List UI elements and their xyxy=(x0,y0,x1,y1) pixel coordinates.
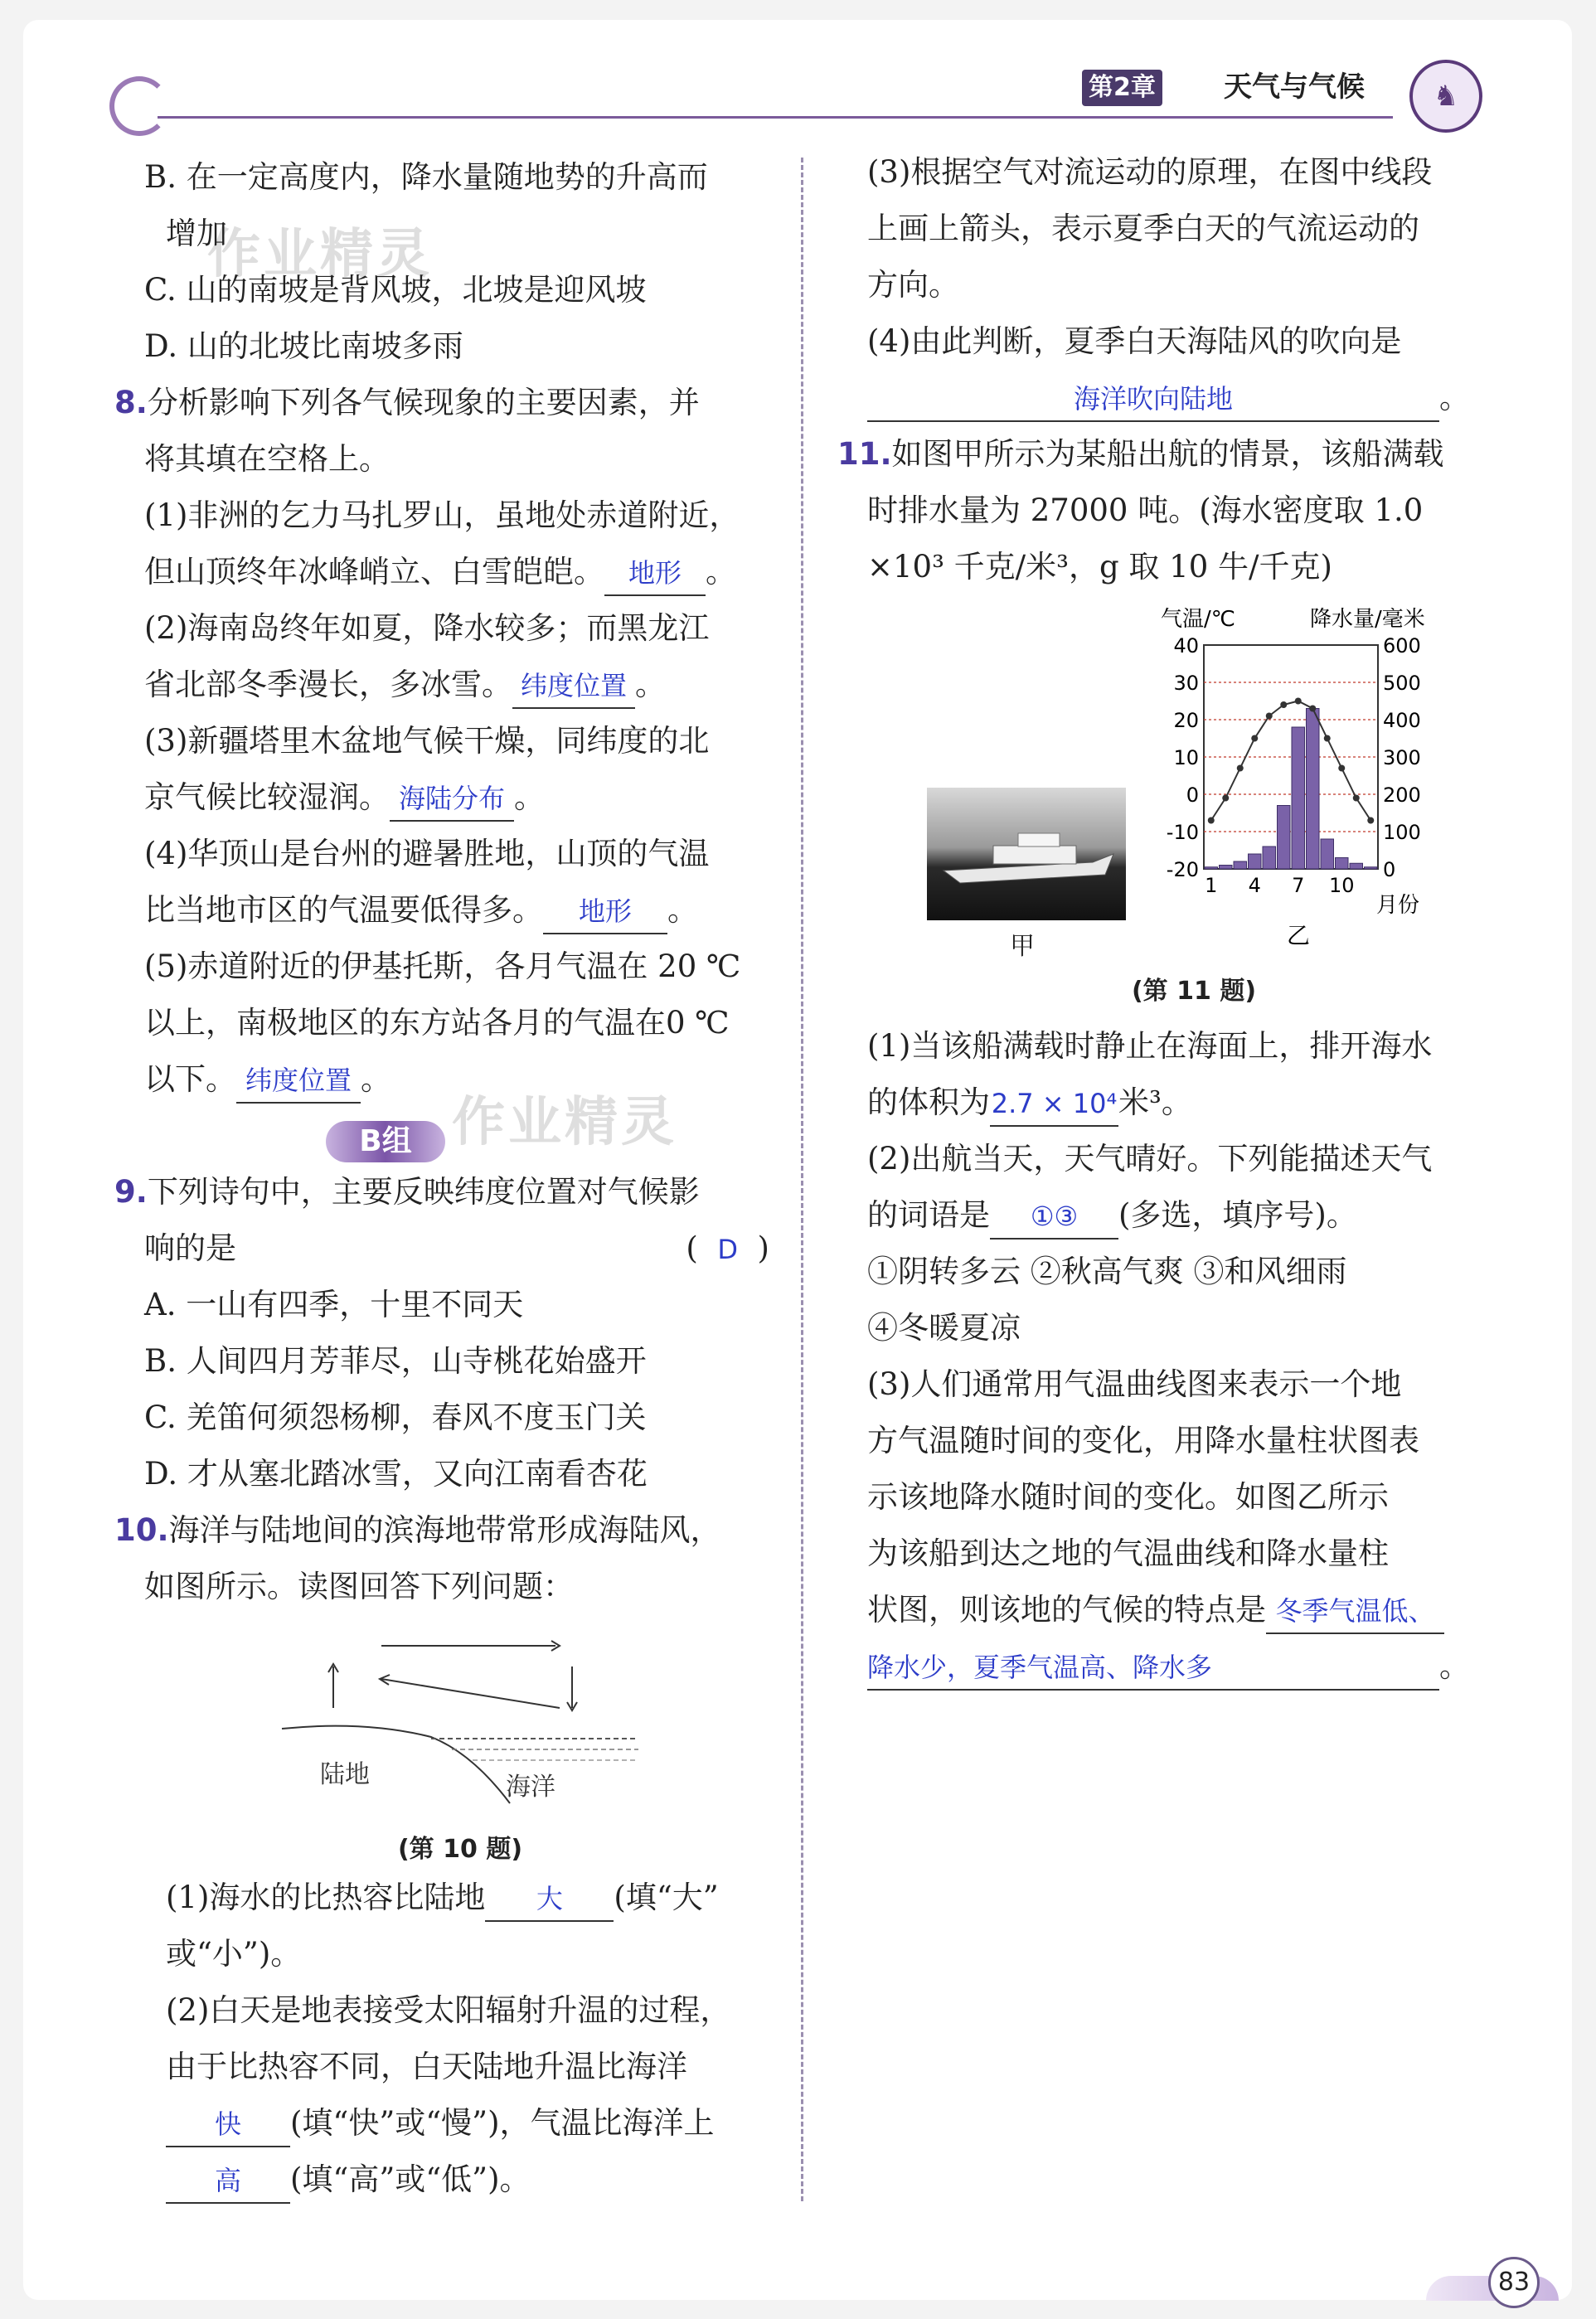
chart-temp-line xyxy=(1211,701,1371,821)
right-column-lower xyxy=(837,1018,1492,1695)
chart-temp-point xyxy=(1237,765,1244,772)
watermark: 作业精灵 xyxy=(207,224,433,285)
answer-blank[interactable]: 海陆分布 xyxy=(390,777,514,822)
q9-option-c: C. 羌笛何须怨杨柳，春风不度玉门关 xyxy=(144,1400,647,1435)
q9-stem-cont: 响的是 ( D ) xyxy=(114,1220,769,1277)
q8-2-line2: 省北部冬季漫长，多冰雪。 纬度位置 。 xyxy=(114,657,769,713)
q7-option-b: B. 在一定高度内，降水量随地势的升高而 xyxy=(144,159,708,195)
ship-photo xyxy=(927,788,1126,920)
left-column xyxy=(114,149,769,1615)
chart-temp-tick-label: 20 xyxy=(1173,709,1199,732)
group-b-banner xyxy=(274,1121,497,1166)
chart-precip-tick-label: 400 xyxy=(1383,709,1421,732)
q11-3-line5: 状图，则该地的气候的特点是 冬季气温低、 xyxy=(837,1582,1492,1638)
header-rule xyxy=(158,116,1393,119)
q8-3-line1: (3)新疆塔里木盆地气候干燥，同纬度的北 xyxy=(144,723,710,759)
chart-precip-bar xyxy=(1278,806,1291,870)
answer-blank[interactable]: 冬季气温低、 xyxy=(1266,1589,1444,1634)
chart-temp-point xyxy=(1309,706,1316,712)
answer-blank[interactable]: 高 xyxy=(166,2159,290,2204)
page-number: 83 xyxy=(1488,2257,1540,2308)
q10-2-line3: 快 (填“快”或“慢”)，气温比海洋上 xyxy=(114,2095,769,2152)
answer-blank[interactable]: 地形 xyxy=(543,890,667,934)
chart-precip-bar xyxy=(1307,709,1320,870)
q8-5-line1: (5)赤道附近的伊基托斯，各月气温在 20 ℃ xyxy=(144,948,741,984)
chart-right-axis-label: 降水量/毫米 xyxy=(1310,607,1425,632)
left-column-lower xyxy=(114,1870,769,2208)
answer-blank[interactable]: 降水少，夏季气温高、降水多 xyxy=(867,1646,1439,1691)
chart-precip-tick-label: 500 xyxy=(1383,672,1421,695)
sea-land-breeze-diagram xyxy=(274,1629,647,1812)
q10-4-line1: (4)由此判断，夏季白天海陆风的吹向是 xyxy=(867,323,1402,359)
q9-option-b: B. 人间四月芳菲尽，山寺桃花始盛开 xyxy=(144,1343,647,1379)
chapter-title: 天气与气候 xyxy=(1224,70,1365,104)
coastline xyxy=(282,1726,510,1803)
q11-3-line2: 方气温随时间的变化，用降水量柱状图表 xyxy=(867,1423,1419,1458)
answer-blank[interactable]: 纬度位置 xyxy=(236,1059,361,1104)
chart-precip-bar xyxy=(1365,867,1378,869)
q10-3-line2: 上画上箭头，表示夏季白天的气流运动的 xyxy=(867,211,1419,246)
q10-2-line1: (2)白天是地表接受太阳辐射升温的过程， xyxy=(166,1992,731,2028)
swirl-decoration-icon xyxy=(109,76,169,136)
publisher-logo-icon: ♞ xyxy=(1409,60,1482,133)
q11-2-line2: 的词语是 ①③ (多选，填序号)。 xyxy=(837,1187,1492,1244)
right-column xyxy=(837,144,1492,595)
q11-3-line6: 降水少，夏季气温高、降水多 。 xyxy=(837,1638,1492,1695)
chart-temp-tick-label: -20 xyxy=(1166,858,1199,881)
q7-option-c: C. 山的南坡是背风坡，北坡是迎风坡 xyxy=(144,272,647,308)
choice-bracket: ( D ) xyxy=(686,1230,769,1266)
q9-number: 9. xyxy=(114,1174,148,1210)
chart-temp-point xyxy=(1367,817,1374,824)
q10-3-line1: (3)根据空气对流运动的原理，在图中线段 xyxy=(867,154,1433,190)
q8-3-line2: 京气候比较湿润。 海陆分布 。 xyxy=(114,769,769,826)
q11-3-line3: 示该地降水随时间的变化。如图乙所示 xyxy=(867,1479,1389,1515)
chart-precip-bar xyxy=(1350,863,1363,869)
land-label: 陆地 xyxy=(320,1760,370,1789)
answer-blank[interactable]: 纬度位置 xyxy=(512,664,635,709)
answer-blank[interactable]: ①③ xyxy=(990,1195,1118,1240)
watermark: 作业精灵 xyxy=(452,1092,677,1153)
surface-airflow-line xyxy=(381,1679,560,1708)
answer-blank[interactable]: 地形 xyxy=(604,551,706,596)
q10-2-line2: 由于比热容不同，白天陆地升温比海洋 xyxy=(166,2049,687,2084)
q10-1-line2: 或“小”)。 xyxy=(166,1936,302,1972)
climate-chart xyxy=(1152,605,1451,945)
chart-left-axis-label: 气温/℃ xyxy=(1161,607,1235,632)
q8-stem: 8.分析影响下列各气候现象的主要因素，并 xyxy=(114,385,700,420)
chart-temp-point xyxy=(1324,735,1331,742)
fig-b-label: 乙 xyxy=(1287,922,1311,945)
chart-precip-tick-label: 300 xyxy=(1383,746,1421,769)
chart-temp-point xyxy=(1295,698,1302,705)
answer-blank[interactable]: 大 xyxy=(485,1877,614,1922)
ship-icon xyxy=(927,788,1126,920)
chart-plot-area xyxy=(1167,634,1421,897)
q8-1-line1: (1)非洲的乞力马扎罗山，虽地处赤道附近， xyxy=(144,497,740,533)
chart-x-tick-label: 4 xyxy=(1248,874,1261,897)
q8-1-line2: 但山顶终年冰峰峭立、白雪皑皑。 地形 。 xyxy=(114,544,769,600)
chart-x-tick-label: 7 xyxy=(1292,874,1305,897)
q11-3-line4: 为该船到达之地的气温曲线和降水量柱 xyxy=(867,1535,1389,1571)
answer-blank[interactable]: 2.7 × 10⁴ xyxy=(990,1082,1118,1127)
q8-5-line2: 以上，南极地区的东方站各月的气温在0 ℃ xyxy=(144,1005,730,1041)
fig-a-label: 甲 xyxy=(1010,932,1035,961)
group-b-label: B组 xyxy=(326,1121,444,1162)
q10-4-line2: 海洋吹向陆地 。 xyxy=(837,370,1492,426)
chart-precip-bar xyxy=(1234,861,1247,869)
chart-x-tick-label: 1 xyxy=(1205,874,1218,897)
q8-4-line1: (4)华顶山是台州的避暑胜地，山顶的气温 xyxy=(144,836,710,871)
q11-number: 11. xyxy=(837,436,892,472)
fig10-caption: (第 10 题) xyxy=(397,1835,523,1864)
sea-label: 海洋 xyxy=(506,1773,555,1802)
q8-number: 8. xyxy=(114,385,148,420)
q9-option-d: D. 才从塞北踏冰雪，又向江南看杏花 xyxy=(144,1456,648,1492)
chart-temp-point xyxy=(1251,735,1258,742)
q10-stem-cont: 如图所示。读图回答下列问题： xyxy=(144,1569,574,1604)
chart-x-tick-label: 10 xyxy=(1328,874,1355,897)
q8-4-line2: 比当地市区的气温要低得多。 地形 。 xyxy=(114,882,769,939)
chart-temp-point xyxy=(1353,795,1360,802)
q7-option-d: D. 山的北坡比南坡多雨 xyxy=(144,328,463,364)
q11-stem: 11.如图甲所示为某船出航的情景，该船满载 xyxy=(837,436,1444,472)
chart-precip-tick-label: 0 xyxy=(1383,858,1396,881)
q11-1-line2: 的体积为2.7 × 10⁴米³。 xyxy=(837,1075,1492,1131)
chart-temp-tick-label: 10 xyxy=(1173,746,1199,769)
q9-option-a: A. 一山有四季，十里不同天 xyxy=(144,1287,524,1322)
q10-2-line4: 高 (填“高”或“低”)。 xyxy=(114,2152,769,2208)
chart-temp-point xyxy=(1280,701,1287,708)
q9-answer[interactable]: D xyxy=(717,1234,739,1265)
q9-stem: 9.下列诗句中，主要反映纬度位置对气候影 xyxy=(114,1174,700,1210)
chart-precip-bar xyxy=(1220,866,1233,870)
chart-temp-tick-label: -10 xyxy=(1166,821,1199,844)
q11-2-line1: (2)出航当天，天气晴好。下列能描述天气 xyxy=(867,1141,1433,1176)
q7-option-b-cont: 增加 xyxy=(166,216,227,251)
chart-x-axis-label: 月份 xyxy=(1376,893,1420,918)
chapter-badge: 第2章 xyxy=(1082,70,1162,106)
chart-precip-bar xyxy=(1321,839,1334,869)
q11-stem-line2: 时排水量为 27000 吨。(海水密度取 1.0 xyxy=(867,492,1424,528)
q11-3-line1: (3)人们通常用气温曲线图来表示一个地 xyxy=(867,1366,1402,1402)
chart-precip-tick-label: 100 xyxy=(1383,821,1421,844)
q8-5-line3: 以下。 纬度位置 。 xyxy=(114,1051,769,1108)
chart-precip-bar xyxy=(1336,858,1349,870)
column-divider xyxy=(801,158,803,2201)
chart-precip-bar xyxy=(1205,867,1218,869)
q10-stem: 10.海洋与陆地间的滨海地带常形成海陆风， xyxy=(114,1512,721,1548)
answer-blank[interactable]: 快 xyxy=(166,2103,290,2147)
q11-1-line1: (1)当该船满载时静止在海面上，排开海水 xyxy=(867,1028,1433,1064)
q10-3-line3: 方向。 xyxy=(867,267,959,303)
answer-blank[interactable]: 海洋吹向陆地 xyxy=(867,377,1439,422)
q10-number: 10. xyxy=(114,1512,169,1548)
q8-2-line1: (2)海南岛终年如夏，降水较多；而黑龙江 xyxy=(144,610,710,646)
q11-2-options: ①阴转多云 ②秋高气爽 ③和风细雨 xyxy=(867,1254,1347,1289)
chart-precip-bar xyxy=(1292,727,1305,869)
q10-1-line1: (1)海水的比热容比陆地 大 (填“大” xyxy=(114,1870,769,1926)
chart-temp-point xyxy=(1208,817,1215,824)
q8-stem-cont: 将其填在空格上。 xyxy=(144,441,390,477)
chart-temp-point xyxy=(1338,765,1345,772)
chart-temp-tick-label: 0 xyxy=(1186,784,1199,807)
chart-precip-tick-label: 200 xyxy=(1383,784,1421,807)
q11-2-options-cont: ④冬暖夏凉 xyxy=(867,1310,1021,1346)
chart-temp-point xyxy=(1266,713,1273,720)
chart-precip-bar xyxy=(1249,854,1262,869)
q11-stem-line3: ×10³ 千克/米³，g 取 10 牛/千克) xyxy=(867,549,1332,585)
chart-temp-tick-label: 30 xyxy=(1173,672,1199,695)
chart-precip-tick-label: 600 xyxy=(1383,634,1421,657)
fig11-caption: (第 11 题) xyxy=(1131,977,1257,1006)
chart-precip-bar xyxy=(1263,847,1276,869)
chart-temp-point xyxy=(1222,795,1229,802)
chart-temp-tick-label: 40 xyxy=(1173,634,1199,657)
